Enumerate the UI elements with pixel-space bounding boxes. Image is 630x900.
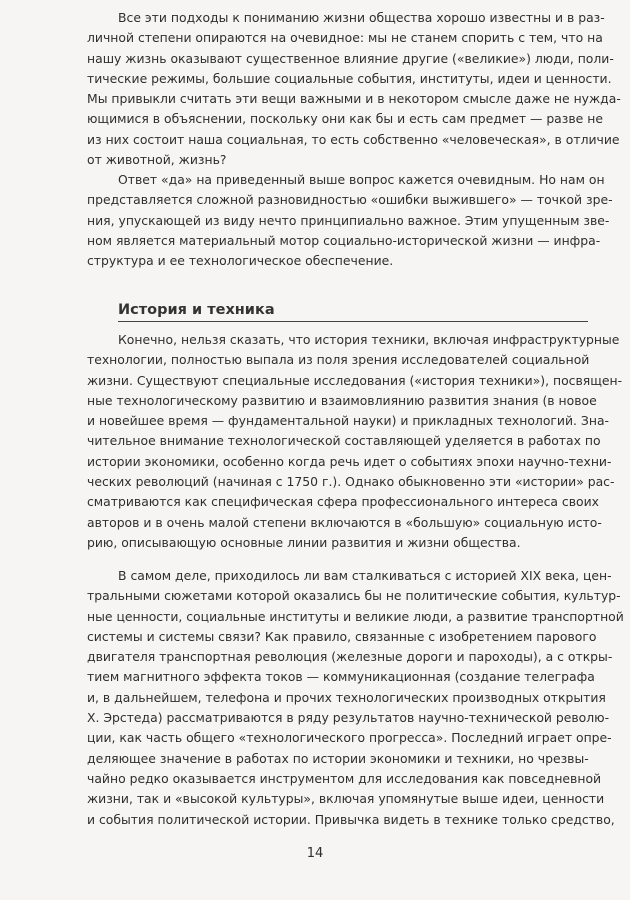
text-line: Конечно, нельзя сказать, что история техники, включая инфраструктурные — [118, 332, 620, 347]
text-line: ции, как часть общего «технологического прогресса». Последний играет опре- — [87, 730, 612, 746]
text-line: Все эти подходы к пониманию жизни общества хорошо известны и в раз- — [118, 10, 605, 25]
text-line: сматриваются как специфическая сфера профессионального интереса своих — [87, 494, 600, 510]
text-line: от животной, жизнь? — [87, 152, 227, 168]
paragraph-nineteenth-century — [87, 566, 624, 830]
text-line: чайно редко оказывается инструментом для исследования как повседневной — [87, 770, 602, 786]
text-line: чительное внимание технологической составляющей уделяется в работах по — [87, 433, 601, 449]
section-heading: История и техника — [118, 302, 588, 322]
text-line: рию, описывающую основные линии развития и жизни общества. — [87, 534, 521, 550]
page-number: 14 — [306, 846, 324, 861]
text-line: Мы привыкли считать эти вещи важными и в некотором смысле даже не нужда- — [87, 91, 621, 107]
text-line: и новейшее время — фундаментальной науки) и прикладных технологий. Зна- — [87, 413, 610, 429]
text-line: жизни. Существуют специальные исследования («история техники»), посвящен- — [87, 372, 623, 388]
text-line: ные технологическому развитию и взаимовлиянию развития знания (в новое — [87, 392, 597, 408]
text-line: тием магнитного эффекта токов — коммуникационная (создание телеграфа — [87, 669, 595, 685]
text-line: технологии, полностью выпала из поля зрения исследователей социальной — [87, 352, 590, 368]
text-line: ющимися в объяснении, поскольку они как бы и есть сам предмет — разве не — [87, 111, 603, 127]
text-line: жизни, так и «высокой культуры», включая упомянутые выше идеи, ценности — [87, 791, 605, 807]
text-line: ном является материальный мотор социально-исторической жизни — инфра- — [87, 232, 601, 248]
text-line: системы и системы связи? Как правило, связанные с изобретением парового — [87, 628, 597, 644]
text-line: и, в дальнейшем, телефона и прочих технологических производных открытия — [87, 689, 606, 705]
text-line: ния, упускающей из виду нечто принципиально важное. Этим упущенным зве- — [87, 212, 610, 228]
paragraph-history-of-technology — [87, 330, 623, 553]
text-line: двигателя транспортная революция (железные дороги и пароходы), а с откры- — [87, 649, 613, 665]
text-line: личной степени опираются на очевидное: мы не станем спорить с тем, что на — [87, 30, 603, 46]
text-line: авторов и в очень малой степени включаются в «большую» социальную исто- — [87, 514, 602, 530]
text-line: структура и ее технологическое обеспечение. — [87, 253, 394, 269]
text-line: тические режимы, большие социальные события, институты, идеи и ценности. — [87, 70, 612, 86]
text-line: представляется сложной разновидностью «ошибки выжившего» — точкой зре- — [87, 192, 613, 208]
paragraph-answer — [87, 170, 613, 271]
text-line: и события политической истории. Привычка видеть в технике только средство, — [87, 811, 615, 827]
text-line: нашу жизнь оказывают существенное влияние другие («великие») люди, поли- — [87, 50, 614, 66]
text-line: тральными сюжетами которой оказались бы не политические события, культур- — [87, 588, 621, 604]
text-line: истории экономики, особенно когда речь идет о событиях эпохи научно-техни- — [87, 453, 612, 469]
text-line: ные ценности, социальные институты и великие люди, а развитие транспортной — [87, 608, 624, 624]
paragraph-intro — [87, 8, 621, 170]
text-line: В самом деле, приходилось ли вам сталкиваться с историей XIX века, цен- — [118, 568, 612, 583]
text-line: из них состоит наша социальная, то есть собственно «человеческая», в отличие — [87, 131, 620, 147]
text-line: Ответ «да» на приведенный выше вопрос кажется очевидным. Но нам он — [118, 172, 605, 187]
text-line: ческих революций (начиная с 1750 г.). Однако обыкновенно эти «истории» рас- — [87, 474, 615, 490]
text-line: деляющее значение в работах по истории экономики и техники, но чрезвы- — [87, 750, 589, 766]
text-line: Х. Эрстеда) рассматриваются в ряду результатов научно-технической револю- — [87, 710, 610, 726]
